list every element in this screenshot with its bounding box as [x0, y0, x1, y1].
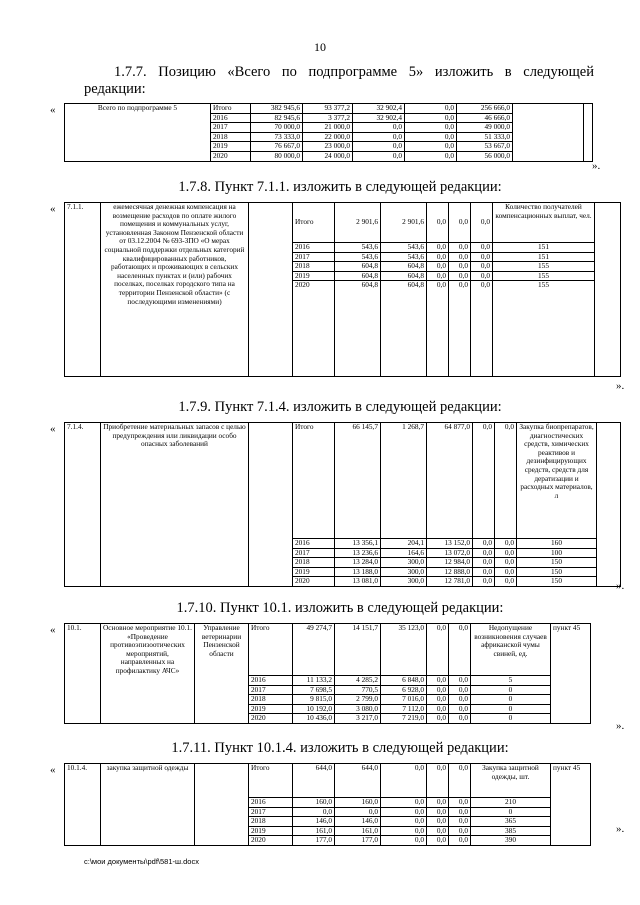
table-cell: 0,0 [449, 243, 471, 253]
table-cell: Итого [293, 423, 335, 539]
table-cell: 0,0 [495, 539, 517, 549]
heading-1-7-10: 1.7.10. Пункт 10.1. изложить в следующей редакции: [176, 600, 504, 616]
table-cell: 0,0 [449, 807, 471, 817]
open-quote: « [50, 764, 56, 776]
table-cell: 6 848,0 [381, 676, 427, 686]
table-cell: 12 888,0 [427, 567, 473, 577]
table-cell: 382 945,6 [251, 104, 303, 114]
table-cell: 0,0 [449, 624, 471, 676]
table-cell: 161,0 [335, 826, 381, 836]
table-cell: 151 [493, 252, 595, 262]
footer-file-path: c:\мои документы\pdf\581-ш.docx [84, 857, 199, 866]
table-cell: 56 000,0 [457, 151, 513, 161]
table-cell: 2017 [249, 685, 293, 695]
table-cell: 0,0 [427, 704, 449, 714]
open-quote: « [50, 203, 56, 215]
table-row [65, 423, 621, 539]
table-cell: 10.1.4. [65, 764, 101, 846]
table-cell: 0,0 [449, 695, 471, 705]
table-cell: 0,0 [427, 807, 449, 817]
table-cell: 0 [471, 704, 551, 714]
table-cell: 2018 [293, 558, 335, 568]
table-cell: 204,1 [381, 539, 427, 549]
table-cell: 0,0 [449, 798, 471, 808]
table-cell: 365 [471, 817, 551, 827]
table-cell: 0,0 [495, 558, 517, 568]
table-cell: 5 [471, 676, 551, 686]
table-cell: 2017 [249, 807, 293, 817]
table-cell: 35 123,0 [381, 624, 427, 676]
table-cell: 160 [517, 539, 597, 549]
table-cell: Управление ветеринарии Пензенской области [195, 624, 249, 724]
close-quote: ». [616, 380, 625, 392]
table-cell: 160,0 [293, 798, 335, 808]
table-cell: 7 112,0 [381, 704, 427, 714]
heading-1-7-8: 1.7.8. Пункт 7.1.1. изложить в следующей редакции: [178, 179, 502, 195]
table-cell: 0,0 [427, 281, 449, 377]
table-cell: Итого [249, 624, 293, 676]
table-cell: 3 377,2 [303, 113, 353, 123]
table-cell: 604,8 [381, 281, 427, 377]
table-cell: 0,0 [449, 203, 471, 243]
table-cell: 150 [517, 567, 597, 577]
table-cell: 0,0 [405, 113, 457, 123]
table-cell: Закупка защитной одежды, шт. [471, 764, 551, 798]
table-cell: 2019 [293, 567, 335, 577]
table-cell: 2019 [249, 704, 293, 714]
table-cell: 390 [471, 836, 551, 846]
table-cell: 0,0 [353, 142, 405, 152]
table-cell: Итого [249, 764, 293, 798]
table-cell: 0,0 [449, 826, 471, 836]
table-cell: 155 [493, 271, 595, 281]
table-cell: 0,0 [495, 577, 517, 587]
table-cell: 0 [471, 685, 551, 695]
table-cell: 0 [471, 695, 551, 705]
close-quote: ». [616, 580, 625, 592]
table-cell: Закупка биопрепаратов, диагностических средств, химических реактивов и дезинфицирующих средств, средств для дератизации и расходных материалов, л [517, 423, 597, 539]
table-cell: 177,0 [293, 836, 335, 846]
table-cell: пункт 45 [551, 624, 591, 724]
table-cell: 4 285,2 [335, 676, 381, 686]
table-cell: 0,0 [405, 151, 457, 161]
table-cell: 300,0 [381, 558, 427, 568]
table-cell: 10 192,0 [293, 704, 335, 714]
table-cell: 644,0 [335, 764, 381, 798]
table-cell: 0,0 [427, 252, 449, 262]
table-row [65, 624, 591, 676]
table-cell: 0,0 [449, 676, 471, 686]
heading-1-7-11: 1.7.11. Пункт 10.1.4. изложить в следующей редакции: [171, 740, 509, 756]
table-cell: 13 081,0 [335, 577, 381, 587]
table-cell: 0,0 [471, 281, 493, 377]
table-cell: 14 151,7 [335, 624, 381, 676]
table-cell: Количество получателей компенсационных выплат, чел. [493, 203, 595, 243]
table-cell: 0,0 [427, 624, 449, 676]
table-cell: 543,6 [381, 252, 427, 262]
table-cell: 0,0 [471, 271, 493, 281]
table-cell: 2017 [293, 252, 335, 262]
table-cell: 0,0 [473, 548, 495, 558]
table-item-7-1-1 [64, 202, 621, 377]
table-cell-empty [195, 764, 249, 846]
table-cell: 0,0 [449, 262, 471, 272]
table-cell: 2020 [249, 836, 293, 846]
table-cell: 155 [493, 262, 595, 272]
open-quote: « [50, 624, 56, 636]
table-cell-empty [513, 104, 584, 162]
table-cell: 49 000,0 [457, 123, 513, 133]
table-cell: 0,0 [473, 567, 495, 577]
table-cell: 2019 [211, 142, 251, 152]
table-cell: 22 000,0 [303, 132, 353, 142]
table-cell: 3 217,0 [335, 714, 381, 724]
table-cell: Итого [293, 203, 335, 243]
table-cell: 0,0 [335, 807, 381, 817]
table-cell: 0,0 [427, 243, 449, 253]
table-cell: 49 274,7 [293, 624, 335, 676]
table-cell: 0,0 [381, 807, 427, 817]
table-cell: 13 356,1 [335, 539, 381, 549]
table-row [65, 764, 591, 798]
table-item-7-1-4 [64, 422, 621, 587]
table-item-10-1-4 [64, 763, 591, 846]
open-quote: « [50, 423, 56, 435]
table-cell: 256 666,0 [457, 104, 513, 114]
table-cell: 0,0 [427, 764, 449, 798]
table-cell: 604,8 [335, 271, 381, 281]
table-cell-empty [595, 203, 621, 377]
table-cell-empty [597, 423, 621, 587]
table-cell: закупка защитной одежды [101, 764, 195, 846]
table-cell: 51 333,0 [457, 132, 513, 142]
table-cell: 10 436,0 [293, 714, 335, 724]
table-cell: 0,0 [449, 252, 471, 262]
table-cell: 13 284,0 [335, 558, 381, 568]
table-cell: 385 [471, 826, 551, 836]
table-cell: 160,0 [335, 798, 381, 808]
table-cell: 155 [493, 281, 595, 377]
table-cell: 644,0 [293, 764, 335, 798]
table-cell: 7 219,0 [381, 714, 427, 724]
table-cell: 0,0 [471, 262, 493, 272]
table-cell: 0,0 [427, 826, 449, 836]
table-cell: 0,0 [427, 798, 449, 808]
table-cell: 0,0 [427, 685, 449, 695]
table-cell: 543,6 [335, 243, 381, 253]
table-item-10-1 [64, 623, 591, 724]
table-cell: 0,0 [427, 817, 449, 827]
table-cell: 24 000,0 [303, 151, 353, 161]
table-cell: 2 799,0 [335, 695, 381, 705]
table-cell: 2017 [293, 548, 335, 558]
table-cell: Итого [211, 104, 251, 114]
table-cell: 2018 [249, 695, 293, 705]
table-cell: 0,0 [495, 548, 517, 558]
table-cell: 0,0 [427, 271, 449, 281]
table-cell: 770,5 [335, 685, 381, 695]
table-cell: 0,0 [353, 123, 405, 133]
table-cell: 0,0 [495, 567, 517, 577]
table-cell: 2020 [211, 151, 251, 161]
table-cell: 0,0 [471, 243, 493, 253]
table-cell: Основное мероприятие 10.1. «Проведение противоэпизоотических мероприятий, направленных на профилактику АЧС» [101, 624, 195, 724]
table-cell: 13 152,0 [427, 539, 473, 549]
table-cell: 2018 [293, 262, 335, 272]
table-cell: 0,0 [471, 203, 493, 243]
table-cell: 32 902,4 [353, 113, 405, 123]
table-cell: 146,0 [293, 817, 335, 827]
table-cell: 0,0 [427, 676, 449, 686]
table-cell-empty [249, 203, 293, 377]
table-cell: 0,0 [449, 685, 471, 695]
page-number: 10 [314, 40, 326, 54]
table-cell: 76 667,0 [251, 142, 303, 152]
table-cell: 1 268,7 [381, 423, 427, 539]
table-cell: 0 [471, 714, 551, 724]
table-cell: 0,0 [427, 262, 449, 272]
table-cell: 11 133,2 [293, 676, 335, 686]
table-cell: 0,0 [381, 764, 427, 798]
table-cell: 2019 [293, 271, 335, 281]
table-cell: 3 080,0 [335, 704, 381, 714]
table-cell: 7 016,0 [381, 695, 427, 705]
table-cell: 53 667,0 [457, 142, 513, 152]
table-cell: 0,0 [353, 151, 405, 161]
table-cell: 300,0 [381, 567, 427, 577]
table-cell: 300,0 [381, 577, 427, 587]
heading-1-7-7: 1.7.7. Позицию «Всего по подпрограмме 5» изложить в следующей редакции: [84, 64, 594, 97]
table-cell: 12 984,0 [427, 558, 473, 568]
table-cell: 604,8 [335, 262, 381, 272]
table-cell: 0,0 [473, 577, 495, 587]
table-cell: 0,0 [405, 142, 457, 152]
table-cell: 80 000,0 [251, 151, 303, 161]
table-cell: 9 815,0 [293, 695, 335, 705]
table-subprogram-5-total [64, 103, 593, 162]
table-cell: 70 000,0 [251, 123, 303, 133]
table-cell: 82 945,6 [251, 113, 303, 123]
table-cell: 73 333,0 [251, 132, 303, 142]
table-cell: 0,0 [381, 826, 427, 836]
close-quote: ». [616, 823, 625, 835]
table-cell: 146,0 [335, 817, 381, 827]
close-quote: ». [616, 720, 625, 732]
table-cell: 0,0 [473, 423, 495, 539]
table-cell-empty [249, 423, 293, 587]
table-cell: 0,0 [381, 836, 427, 846]
table-cell: 543,6 [335, 252, 381, 262]
table-cell: 46 666,0 [457, 113, 513, 123]
table-cell: 2016 [211, 113, 251, 123]
table-cell: 64 877,0 [427, 423, 473, 539]
table-cell: 0,0 [449, 836, 471, 846]
table-cell: 0,0 [471, 252, 493, 262]
table-cell: 7 698,5 [293, 685, 335, 695]
heading-1-7-9: 1.7.9. Пункт 7.1.4. изложить в следующей редакции: [178, 399, 502, 415]
table-cell: 0,0 [473, 539, 495, 549]
table-cell: 210 [471, 798, 551, 808]
table-cell: Приобретение материальных запасов с целью предупреждения или ликвидации особо опасных заболеваний [101, 423, 249, 587]
table-cell: ежемесячная денежная компенсация на возмещение расходов по оплате жилого помещения и коммунальных услуг, установленная Законом Пензенской области от 03.12.2004 № 693-ЗПО «О мерах социальной поддержки отдельных категорий квалифицированных работников, работающих и проживающих в сельских населенных пунктах и (или) рабочих поселках, поселках городского типа на территории Пензенской области» (с последующими изменениями) [101, 203, 249, 377]
table-cell: 13 072,0 [427, 548, 473, 558]
table-cell: 604,8 [335, 281, 381, 377]
table-cell: 2016 [249, 676, 293, 686]
table-cell: 0,0 [449, 817, 471, 827]
table-cell: 0 [471, 807, 551, 817]
table-cell: 2 901,6 [381, 203, 427, 243]
table-cell: 150 [517, 558, 597, 568]
table-cell: 0,0 [449, 271, 471, 281]
table-cell: 2020 [293, 281, 335, 377]
table-cell: 2020 [293, 577, 335, 587]
table-cell: 10.1. [65, 624, 101, 724]
table-cell: пункт 45 [551, 764, 591, 846]
table-cell: 0,0 [449, 714, 471, 724]
table-row [65, 203, 621, 243]
table-cell: 0,0 [381, 798, 427, 808]
table-cell: 23 000,0 [303, 142, 353, 152]
table-cell: Всего по подпрограмме 5 [65, 104, 211, 162]
table-cell: 0,0 [353, 132, 405, 142]
table-cell: 150 [517, 577, 597, 587]
open-quote: « [50, 104, 56, 116]
table-cell: 2016 [293, 539, 335, 549]
table-cell: 2018 [211, 132, 251, 142]
table-cell: 177,0 [335, 836, 381, 846]
table-cell: 13 236,6 [335, 548, 381, 558]
table-cell: 0,0 [449, 281, 471, 377]
table-cell: 0,0 [427, 203, 449, 243]
table-cell: 604,8 [381, 271, 427, 281]
table-cell: 0,0 [427, 836, 449, 846]
table-cell: 2020 [249, 714, 293, 724]
table-cell: 32 902,4 [353, 104, 405, 114]
table-cell-empty [584, 104, 593, 162]
table-cell: 0,0 [473, 558, 495, 568]
table-cell: 7.1.1. [65, 203, 101, 377]
table-cell: 2017 [211, 123, 251, 133]
table-cell: 151 [493, 243, 595, 253]
table-cell: 100 [517, 548, 597, 558]
table-cell: 161,0 [293, 826, 335, 836]
close-quote: ». [592, 160, 601, 172]
table-cell: 2018 [249, 817, 293, 827]
table-cell: 21 000,0 [303, 123, 353, 133]
table-cell: 0,0 [495, 423, 517, 539]
table-cell: 6 928,0 [381, 685, 427, 695]
table-cell: 0,0 [449, 704, 471, 714]
table-cell: 164,6 [381, 548, 427, 558]
table-cell: 0,0 [427, 695, 449, 705]
table-row [65, 104, 593, 114]
table-cell: 0,0 [405, 123, 457, 133]
table-cell: 2016 [249, 798, 293, 808]
table-cell: 66 145,7 [335, 423, 381, 539]
table-cell: 0,0 [381, 817, 427, 827]
table-cell: 2019 [249, 826, 293, 836]
table-cell: 2 901,6 [335, 203, 381, 243]
table-cell: 0,0 [449, 764, 471, 798]
table-cell: 2016 [293, 243, 335, 253]
table-cell: 93 377,2 [303, 104, 353, 114]
table-cell: 13 188,0 [335, 567, 381, 577]
table-cell: 12 781,0 [427, 577, 473, 587]
table-cell: 604,8 [381, 262, 427, 272]
table-cell: Недопущение возникновения случаев африканской чумы свиней, ед. [471, 624, 551, 676]
table-cell: 7.1.4. [65, 423, 101, 587]
table-cell: 0,0 [293, 807, 335, 817]
table-cell: 0,0 [405, 132, 457, 142]
table-cell: 0,0 [427, 714, 449, 724]
table-cell: 0,0 [405, 104, 457, 114]
table-cell: 543,6 [381, 243, 427, 253]
